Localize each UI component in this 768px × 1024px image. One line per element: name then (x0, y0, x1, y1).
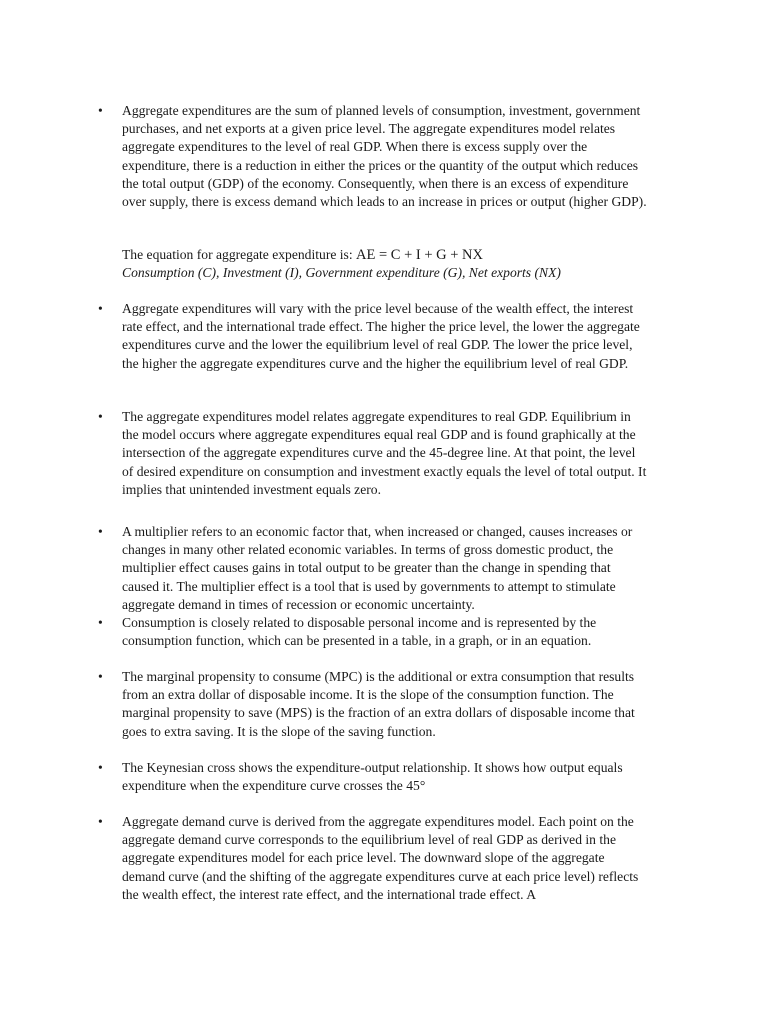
bullet-text: • Aggregate demand curve is derived from the aggregate expenditures model. Each point on the aggregate demand curve corresponds to the equilibrium level of real GDP as derived in the aggregate expenditures model for each price level. The downward slope of the aggregate demand curve (and the shifting of the aggregate expenditures curve at each price level) reflects the wealth effect, the interest rate effect, and the international trade effect. A (122, 814, 639, 902)
equation-block (122, 246, 650, 282)
bullet-item-aggregate-expenditures (122, 102, 650, 211)
bullet-text: • Consumption is closely related to disposable personal income and is represented by the consumption function, which can be presented in a table, in a graph, or in an equation. (122, 615, 597, 649)
bullet-item-consumption (122, 614, 650, 650)
equation-formula: AE = C + I + G + NX (356, 247, 483, 263)
bullet-item-keynesian-cross (122, 759, 650, 795)
bullet-text: • Aggregate expenditures are the sum of planned levels of consumption, investment, government purchases, and net exports at a given price level. The aggregate expenditures model relates aggregate expenditures to the level of real GDP. When there is excess supply over the expenditure, there is a reduction in either the prices or the quantity of the output which reduces the total output (GDP) of the economy. Consequently, when there is an excess of expenditure over supply, there is excess demand which leads to an increase in prices or output (higher GDP). (122, 103, 647, 210)
bullet-item-aggregate-demand (122, 813, 650, 904)
bullet-item-equilibrium (122, 408, 650, 499)
bullet-text: • The aggregate expenditures model relates aggregate expenditures to real GDP. Equilibrium in the model occurs where aggregate expenditures equal real GDP and is found graphically at the intersection of the aggregate expenditures curve and the 45-degree line. At that point, the level of desired expenditure on consumption and investment exactly equals the level of total output. It implies that unintended investment equals zero. (122, 409, 647, 497)
bullet-text: • A multiplier refers to an economic factor that, when increased or changed, causes increases or changes in many other related economic variables. In terms of gross domestic product, the multiplier effect causes gains in total output to be greater than the change in spending that caused it. The multiplier effect is a tool that is used by governments to attempt to stimulate aggregate demand in times of recession or economic uncertainty. (122, 524, 633, 612)
bullet-item-multiplier (122, 523, 650, 614)
bullet-text: • The marginal propensity to consume (MPC) is the additional or extra consumption that results from an extra dollar of disposable income. It is the slope of the consumption function. The marginal propensity to save (MPS) is the fraction of an extra dollars of disposable income that goes to extra saving. It is the slope of the saving function. (122, 669, 635, 739)
equation-line (122, 246, 650, 264)
equation-intro: The equation for aggregate expenditure is: (122, 247, 357, 262)
bullet-item-price-level (122, 300, 650, 373)
equation-legend: Consumption (C), Investment (I), Government expenditure (G), Net exports (NX) (122, 265, 561, 281)
bullet-text: • Aggregate expenditures will vary with the price level because of the wealth effect, the interest rate effect, and the international trade effect. The higher the price level, the lower the aggregate expenditures curve and the lower the equilibrium level of real GDP. The lower the price level, the higher the aggregate expenditures curve and the higher the equilibrium level of real GDP. (122, 301, 640, 371)
bullet-text: • The Keynesian cross shows the expenditure-output relationship. It shows how output equals expenditure when the expenditure curve crosses the 45° (122, 760, 623, 794)
bullet-item-mpc (122, 668, 650, 741)
